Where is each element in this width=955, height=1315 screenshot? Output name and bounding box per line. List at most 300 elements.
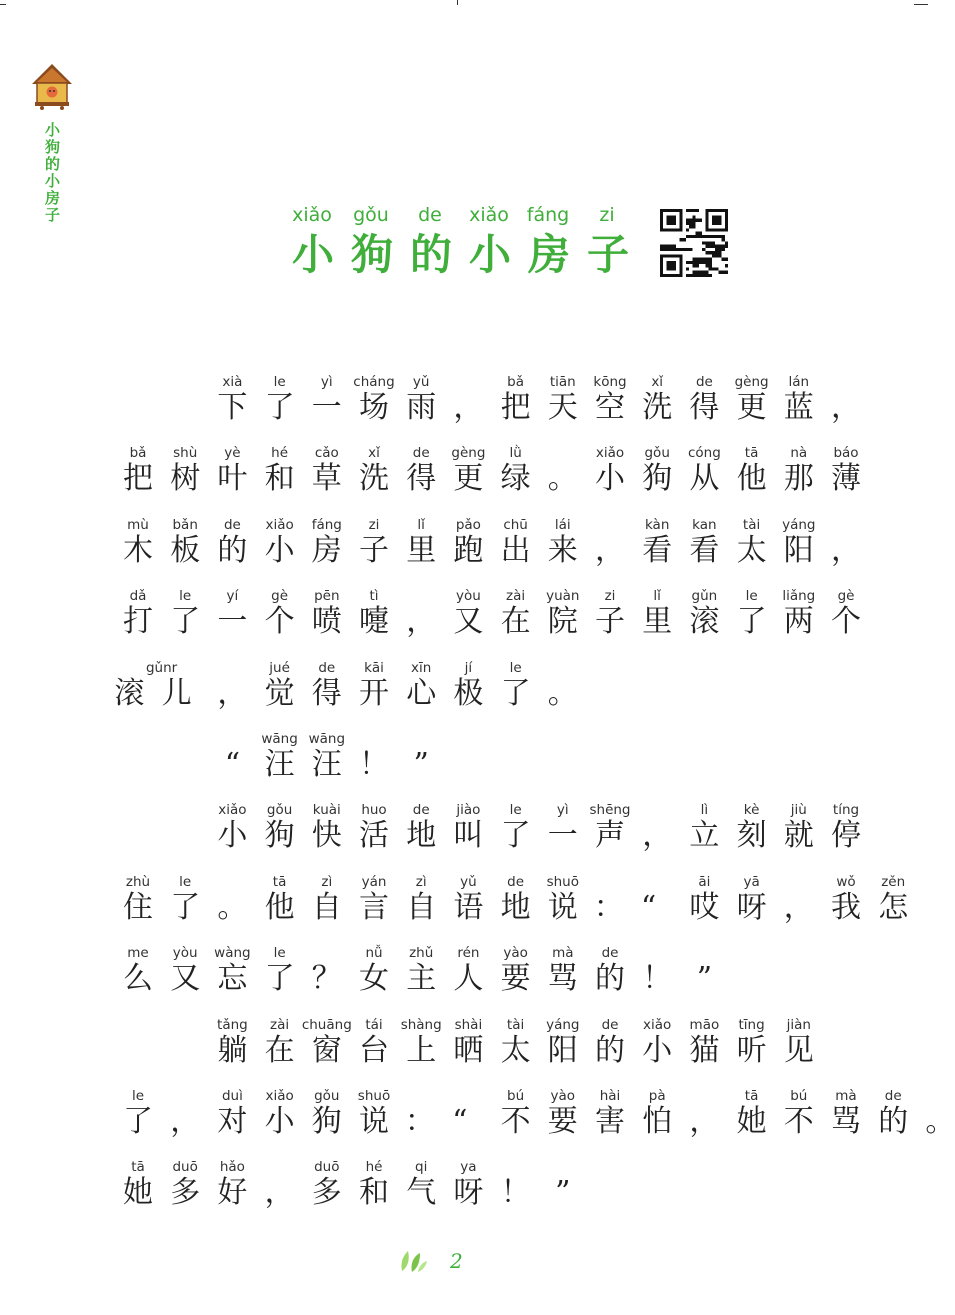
- pinyin: wāng: [261, 731, 298, 747]
- hanzi: 就: [783, 818, 814, 854]
- punctuation: 。: [547, 675, 578, 711]
- hanzi: 雨: [406, 390, 437, 425]
- hanzi: 在: [500, 604, 531, 640]
- hanzi: 狗: [264, 818, 295, 854]
- pinyin: tíng: [832, 802, 860, 819]
- hanzi: 哎: [689, 889, 720, 925]
- pinyin: shàng: [400, 1016, 442, 1033]
- pinyin: shēng: [589, 802, 631, 819]
- hanzi: 躺: [217, 1032, 248, 1068]
- text-line: [0, 660, 928, 720]
- hanzi: 对: [217, 1104, 248, 1139]
- pinyin: shuō: [546, 873, 579, 890]
- punctuation: ”: [696, 961, 713, 997]
- hanzi: 得: [311, 675, 342, 711]
- hanzi: 怎: [878, 889, 909, 925]
- title-pinyin: xiǎo: [292, 204, 332, 226]
- pinyin: pà: [648, 1088, 666, 1104]
- pinyin: le: [509, 802, 522, 819]
- hanzi: 来: [547, 532, 578, 568]
- title-char: 狗: [351, 230, 394, 279]
- hanzi: 把: [123, 461, 153, 497]
- hanzi: 里: [642, 604, 673, 640]
- hanzi: 得: [406, 461, 437, 497]
- pinyin: kuài: [312, 802, 341, 819]
- title-pinyin: de: [418, 204, 442, 226]
- pinyin: tái: [365, 1016, 383, 1033]
- hanzi: 晒: [453, 1032, 484, 1068]
- hanzi: 猫: [689, 1032, 720, 1068]
- pinyin: chū: [503, 516, 528, 533]
- title-pinyin: fáng: [526, 204, 570, 226]
- pinyin: bǎn: [172, 516, 198, 533]
- hanzi: 绿: [500, 461, 531, 497]
- pinyin: yòu: [172, 945, 198, 962]
- hanzi: 一: [217, 604, 248, 640]
- hanzi: 刻: [736, 818, 767, 854]
- pinyin: mà: [835, 1088, 857, 1104]
- pinyin: wǒ: [836, 873, 856, 890]
- pinyin: tā: [272, 873, 287, 890]
- pinyin: le: [745, 588, 758, 605]
- hanzi: 草: [311, 461, 342, 497]
- pinyin: wàng: [214, 945, 251, 962]
- pinyin: lǐ: [417, 516, 425, 533]
- hanzi: 和: [264, 461, 295, 497]
- pinyin: cǎo: [314, 445, 339, 462]
- hanzi: 停: [831, 818, 861, 854]
- pinyin: de: [223, 516, 241, 533]
- pinyin: yán: [361, 873, 387, 890]
- pinyin: duō: [314, 1159, 340, 1176]
- text-line: [0, 588, 928, 648]
- hanzi: 板: [170, 532, 201, 568]
- punctuation: ！: [500, 1175, 531, 1211]
- pinyin: tā: [131, 1159, 145, 1176]
- hanzi: 滚: [689, 604, 720, 640]
- pinyin: yā: [743, 873, 760, 890]
- hanzi: 从: [689, 461, 720, 497]
- hanzi: 叶: [217, 461, 248, 497]
- hanzi: 不: [500, 1104, 531, 1139]
- hanzi: 了: [170, 889, 201, 925]
- hanzi: 的: [878, 1104, 909, 1139]
- pinyin: yòu: [455, 588, 481, 605]
- pinyin: yào: [503, 945, 528, 962]
- hanzi: 台: [359, 1032, 389, 1068]
- pinyin: tā: [744, 1088, 759, 1104]
- pinyin: shuō: [357, 1088, 391, 1104]
- hanzi: 要: [500, 961, 531, 997]
- pinyin: xǐ: [651, 374, 664, 390]
- punctuation: “: [224, 747, 241, 782]
- hanzi: 个: [831, 604, 861, 640]
- hanzi: 极: [453, 675, 484, 711]
- punctuation: ”: [413, 747, 429, 782]
- hanzi: 木: [123, 532, 153, 568]
- hanzi: 了: [170, 604, 201, 640]
- pinyin: de: [884, 1088, 902, 1104]
- pinyin: xià: [222, 374, 243, 390]
- pinyin: nǚ: [365, 945, 383, 962]
- hanzi: 呀: [736, 889, 767, 925]
- hanzi: 那: [783, 461, 814, 497]
- hanzi: 他: [736, 461, 767, 497]
- pinyin: kāi: [364, 659, 384, 676]
- punctuation: ：“: [404, 1104, 485, 1139]
- pinyin: shù: [173, 445, 198, 462]
- pinyin: hé: [365, 1159, 383, 1176]
- hanzi: 气: [406, 1175, 437, 1211]
- punctuation: 。: [547, 461, 578, 497]
- hanzi: 太: [736, 532, 767, 568]
- hanzi: 窗: [311, 1032, 342, 1068]
- pinyin: gǔnr: [145, 659, 178, 676]
- title-char: 的: [410, 230, 453, 279]
- punctuation: ，: [406, 604, 437, 640]
- pinyin: mù: [127, 516, 149, 533]
- punctuation: ？: [311, 961, 342, 997]
- pinyin: le: [179, 588, 192, 605]
- pinyin: le: [273, 374, 286, 390]
- hanzi: 了: [264, 961, 295, 997]
- hanzi: 小: [264, 532, 295, 568]
- hanzi: 她: [123, 1175, 153, 1211]
- pinyin: māo: [689, 1016, 720, 1033]
- crop-mark: [914, 4, 928, 5]
- hanzi: 多: [170, 1175, 201, 1211]
- hanzi: 语: [453, 889, 484, 925]
- punctuation: 。: [217, 889, 248, 925]
- pinyin: lái: [554, 516, 571, 533]
- pinyin: zì: [415, 873, 427, 890]
- pinyin: yǔ: [460, 873, 477, 890]
- hanzi: 好: [217, 1175, 248, 1211]
- pinyin: nà: [790, 445, 808, 462]
- punctuation: ，: [689, 1104, 720, 1139]
- hanzi: 声: [595, 818, 625, 854]
- pinyin: rén: [457, 945, 480, 962]
- text-line: [0, 1088, 955, 1148]
- hanzi: 汪: [311, 747, 342, 782]
- pinyin: bǎ: [507, 374, 525, 390]
- hanzi: 树: [170, 461, 201, 497]
- pinyin: yuàn: [546, 588, 580, 605]
- text-line: [0, 1017, 928, 1077]
- pinyin: le: [273, 945, 286, 962]
- hanzi: 又: [170, 961, 201, 997]
- pinyin: gè: [837, 588, 855, 605]
- punctuation: ，: [831, 532, 861, 568]
- punctuation: ！: [359, 747, 389, 782]
- pinyin: lǐ: [653, 588, 661, 605]
- pinyin: ya: [460, 1159, 477, 1176]
- hanzi: 里: [406, 532, 437, 568]
- pinyin: yào: [550, 1088, 576, 1104]
- pinyin: dǎ: [129, 588, 147, 605]
- pinyin: le: [179, 873, 192, 890]
- pinyin: zhǔ: [409, 945, 434, 962]
- hanzi: 两: [783, 604, 814, 640]
- pinyin: cóng: [687, 445, 721, 462]
- hanzi: 了: [500, 675, 531, 711]
- hanzi: 阳: [783, 532, 814, 568]
- pinyin: yáng: [546, 1016, 580, 1033]
- hanzi: 小: [595, 461, 625, 497]
- hanzi: 嚏: [359, 604, 389, 640]
- side-title: 小狗的小房子: [43, 122, 61, 224]
- hanzi: 看: [642, 532, 673, 568]
- pinyin: tǎng: [217, 1016, 248, 1033]
- punctuation: ：“: [593, 889, 674, 925]
- hanzi: 洗: [359, 461, 389, 497]
- pinyin: lì: [700, 802, 709, 819]
- title-pinyin: zi: [599, 204, 615, 226]
- pinyin: gǒu: [314, 1088, 340, 1104]
- hanzi: 的: [595, 1032, 625, 1068]
- hanzi: 狗: [642, 461, 673, 497]
- pinyin: tì: [369, 588, 379, 605]
- pinyin: tīng: [738, 1016, 765, 1033]
- text-line: [0, 517, 928, 577]
- house-icon: [30, 62, 74, 110]
- pinyin: yǔ: [412, 374, 430, 390]
- hanzi: 得: [689, 390, 720, 425]
- hanzi: 薄: [831, 461, 861, 497]
- crop-mark: [457, 0, 458, 5]
- hanzi: 小: [642, 1032, 673, 1068]
- qr-code-icon: [660, 209, 728, 277]
- hanzi: 喷: [311, 604, 342, 640]
- leaf-icon: [398, 1247, 428, 1273]
- pinyin: pēn: [314, 588, 340, 605]
- pinyin: tài: [742, 516, 761, 533]
- hanzi: 出: [500, 532, 531, 568]
- text-line: [0, 945, 928, 1005]
- pinyin: de: [507, 873, 525, 890]
- crop-mark: [0, 4, 6, 5]
- hanzi: 蓝: [783, 390, 814, 425]
- hanzi: 更: [736, 390, 767, 425]
- pinyin: zěn: [881, 873, 906, 890]
- pinyin: huo: [361, 802, 387, 819]
- hanzi: 住: [123, 889, 153, 925]
- hanzi: 开: [359, 675, 389, 711]
- punctuation: ，: [595, 532, 625, 568]
- hanzi: 快: [311, 818, 342, 854]
- hanzi: 的: [595, 961, 625, 997]
- hanzi: 人: [453, 961, 484, 997]
- hanzi: 了: [264, 390, 295, 425]
- pinyin: chuāng: [301, 1016, 352, 1033]
- pinyin: kan: [692, 516, 717, 533]
- hanzi: 怕: [642, 1104, 673, 1139]
- hanzi: 听: [736, 1032, 767, 1068]
- pinyin: bǎ: [129, 445, 147, 462]
- pinyin: duì: [221, 1088, 243, 1104]
- pinyin: fáng: [311, 516, 342, 533]
- hanzi: 滚儿: [114, 675, 209, 711]
- pinyin: tài: [506, 1016, 525, 1033]
- pinyin: tiān: [549, 374, 576, 390]
- hanzi: 么: [123, 961, 153, 997]
- pinyin: jué: [269, 659, 290, 676]
- pinyin: jiào: [456, 802, 481, 819]
- hanzi: 呀: [453, 1175, 484, 1211]
- hanzi: 空: [595, 390, 625, 425]
- hanzi: 太: [500, 1032, 531, 1068]
- hanzi: 主: [406, 961, 437, 997]
- pinyin: le: [509, 659, 522, 676]
- pinyin: jiàn: [786, 1016, 811, 1033]
- pinyin: yì: [320, 374, 333, 390]
- title-char: 房: [528, 230, 571, 279]
- pinyin: zi: [368, 516, 380, 533]
- hanzi: 打: [123, 604, 153, 640]
- pinyin: yí: [226, 588, 239, 605]
- pinyin: shài: [454, 1016, 483, 1033]
- pinyin: lán: [788, 374, 810, 390]
- title-pinyin: gǒu: [353, 204, 389, 226]
- hanzi: 一: [311, 390, 342, 425]
- hanzi: 见: [783, 1032, 814, 1068]
- pinyin: zài: [506, 588, 526, 605]
- text-line: [0, 445, 928, 505]
- hanzi: 洗: [642, 390, 673, 425]
- pinyin: xiǎo: [265, 1088, 294, 1104]
- pinyin: āi: [698, 873, 711, 890]
- hanzi: 阳: [547, 1032, 578, 1068]
- hanzi: 害: [595, 1104, 625, 1139]
- pinyin: pǎo: [455, 516, 481, 533]
- hanzi: 女: [359, 961, 389, 997]
- hanzi: 心: [406, 675, 437, 711]
- pinyin: yè: [224, 445, 241, 462]
- pinyin: báo: [833, 445, 859, 462]
- pinyin: hǎo: [219, 1159, 245, 1176]
- hanzi: 说: [547, 889, 578, 925]
- punctuation: ，: [783, 889, 814, 925]
- hanzi: 天: [547, 390, 578, 425]
- pinyin: jí: [464, 659, 473, 676]
- hanzi: 叫: [453, 818, 484, 854]
- punctuation: ，: [831, 390, 861, 425]
- pinyin: zài: [270, 1016, 290, 1033]
- pinyin: gè: [271, 588, 289, 605]
- hanzi: 地: [406, 818, 437, 854]
- hanzi: 把: [500, 390, 531, 425]
- pinyin: de: [695, 374, 713, 390]
- pinyin: kōng: [593, 374, 627, 390]
- hanzi: 地: [500, 889, 531, 925]
- pinyin: hài: [599, 1088, 621, 1104]
- pinyin: xiǎo: [595, 445, 625, 462]
- hanzi: 自: [406, 889, 437, 925]
- hanzi: 下: [217, 390, 248, 425]
- punctuation: ，: [642, 818, 673, 854]
- hanzi: 言: [359, 889, 389, 925]
- pinyin: kàn: [644, 516, 670, 533]
- hanzi: 骂: [831, 1104, 861, 1139]
- pinyin: gǔn: [691, 588, 718, 605]
- hanzi: 房: [311, 532, 342, 568]
- hanzi: 一: [547, 818, 578, 854]
- pinyin: zhù: [125, 873, 151, 890]
- hanzi: 汪: [264, 747, 295, 782]
- hanzi: 说: [359, 1104, 389, 1139]
- hanzi: 他: [264, 889, 295, 925]
- text-line: [0, 374, 928, 434]
- hanzi: 多: [311, 1175, 342, 1211]
- pinyin: zi: [604, 588, 616, 605]
- pinyin: bú: [790, 1088, 808, 1104]
- pinyin: qi: [415, 1159, 428, 1176]
- title-char: 小: [292, 230, 335, 279]
- punctuation: ”: [555, 1175, 571, 1211]
- pinyin: yáng: [782, 516, 816, 533]
- hanzi: 个: [264, 604, 295, 640]
- pinyin: xīn: [411, 659, 432, 676]
- pinyin: kè: [743, 802, 760, 819]
- pinyin: gèng: [734, 374, 769, 390]
- hanzi: 院: [547, 604, 578, 640]
- title-char: 小: [469, 230, 512, 279]
- pinyin: liǎng: [782, 588, 816, 605]
- page-number: 2: [450, 1249, 463, 1273]
- pinyin: xiǎo: [643, 1016, 672, 1033]
- hanzi: 看: [689, 532, 720, 568]
- text-line: [0, 731, 928, 791]
- hanzi: 活: [359, 818, 389, 854]
- text-line: [0, 802, 928, 862]
- pinyin: duō: [172, 1159, 198, 1176]
- hanzi: 不: [783, 1104, 814, 1139]
- pinyin: gèng: [451, 445, 486, 462]
- punctuation: ，: [217, 675, 248, 711]
- pinyin: de: [601, 945, 619, 962]
- title-pinyin: xiǎo: [469, 204, 509, 226]
- text-line: [0, 874, 928, 934]
- hanzi: 她: [736, 1104, 767, 1139]
- hanzi: 立: [689, 818, 720, 854]
- hanzi: 忘: [217, 961, 248, 997]
- hanzi: 小: [217, 818, 248, 854]
- hanzi: 更: [453, 461, 484, 497]
- pinyin: wāng: [308, 731, 346, 747]
- hanzi: 跑: [453, 532, 484, 568]
- pinyin: zì: [321, 873, 333, 890]
- hanzi: 觉: [264, 675, 295, 711]
- hanzi: 和: [359, 1175, 389, 1211]
- pinyin: xǐ: [368, 445, 380, 462]
- hanzi: 又: [453, 604, 484, 640]
- hanzi: 小: [264, 1104, 295, 1139]
- hanzi: 场: [359, 390, 389, 425]
- text-line: [0, 1159, 928, 1219]
- punctuation: ，: [170, 1104, 201, 1139]
- pinyin: xiǎo: [218, 802, 247, 819]
- pinyin: lǜ: [509, 445, 522, 462]
- hanzi: 要: [547, 1104, 578, 1139]
- pinyin: de: [412, 445, 430, 462]
- hanzi: 子: [359, 532, 389, 568]
- hanzi: 上: [406, 1032, 437, 1068]
- hanzi: 了: [736, 604, 767, 640]
- hanzi: 骂: [547, 961, 578, 997]
- pinyin: hé: [271, 445, 289, 462]
- pinyin: de: [601, 1016, 619, 1033]
- pinyin: de: [318, 659, 336, 676]
